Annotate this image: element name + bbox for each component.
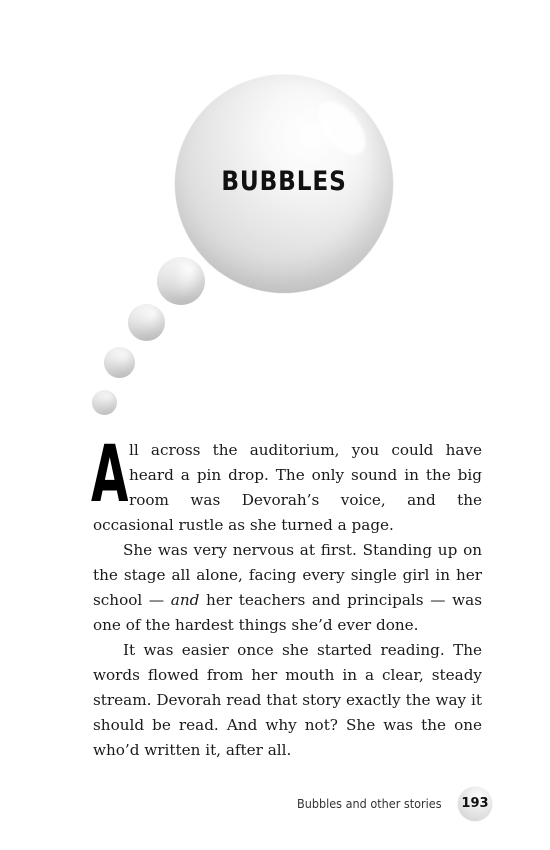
thought-bubble-small-3 <box>104 347 135 378</box>
paragraph-1 <box>91 430 482 538</box>
drop-cap: A <box>91 430 129 520</box>
bubble-highlight <box>310 93 375 163</box>
paragraph-2-text-a: She was very nervous at first. Standing up on the stage all alone, facing every single girl in her school — <box>93 541 482 609</box>
paragraph-1-text: ll across the auditorium, you could have heard a pin drop. The only sound in the big room was Devorah’s voice, and the occasional rustle as she turned a page. <box>93 441 482 534</box>
body-text <box>91 430 482 763</box>
thought-bubble-small-2 <box>128 304 165 341</box>
page-number: 193 <box>458 787 492 821</box>
thought-bubble-small-1 <box>157 257 205 305</box>
paragraph-2 <box>93 538 482 638</box>
paragraph-3: It was easier once she started reading. The words flowed from her mouth in a clear, steady stream. Devorah read that story exactly the way it should be read. And why not? She was the one who’d written it, after all. <box>93 641 482 759</box>
thought-bubble-small-4 <box>92 390 117 415</box>
paragraph-2-emphasis: and <box>170 591 200 609</box>
chapter-title: BUBBLES <box>221 166 347 197</box>
paragraph-2-text-b: her teachers and principals — was one of the hardest things she’d ever done. <box>93 591 482 634</box>
running-footer-title: Bubbles and other stories <box>297 796 442 811</box>
